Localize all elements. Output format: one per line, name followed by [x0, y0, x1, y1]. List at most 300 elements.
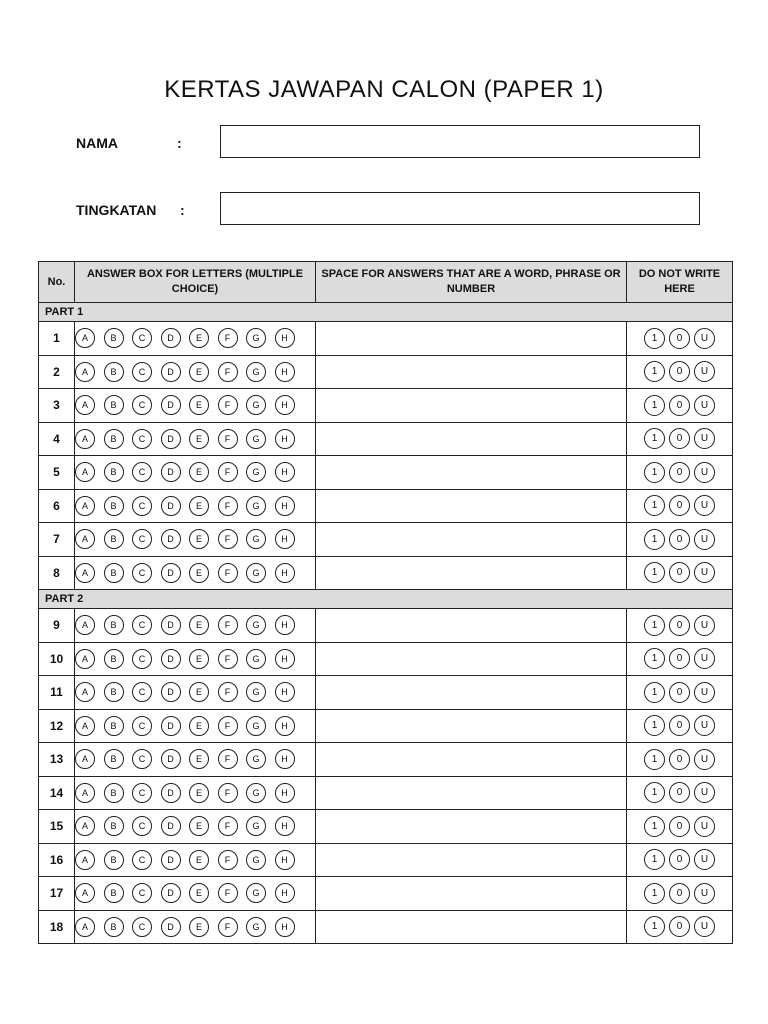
header-answer-box: ANSWER BOX FOR LETTERS (MULTIPLE CHOICE)	[75, 262, 316, 303]
choice-bubble[interactable]: E	[189, 649, 209, 669]
choice-bubble[interactable]: D	[161, 462, 181, 482]
choice-bubble[interactable]: E	[189, 716, 209, 736]
header-no: No.	[39, 262, 75, 303]
choice-bubble[interactable]: H	[275, 816, 295, 836]
marking-bubbles	[627, 389, 733, 423]
choice-bubble[interactable]: G	[246, 682, 266, 702]
mark-bubble: U	[694, 715, 715, 736]
choice-bubble[interactable]: B	[104, 716, 124, 736]
choice-bubble[interactable]: B	[104, 462, 124, 482]
choice-bubble[interactable]: G	[246, 783, 266, 803]
mark-bubble: 1	[644, 529, 665, 550]
written-answer-cell[interactable]	[316, 322, 627, 356]
mark-bubble: 0	[669, 682, 690, 703]
choice-bubbles	[75, 642, 316, 676]
mark-bubble: 1	[644, 562, 665, 583]
table-row	[39, 389, 733, 423]
choice-bubble[interactable]: H	[275, 749, 295, 769]
mark-bubble: U	[694, 462, 715, 483]
choice-bubble[interactable]: C	[132, 563, 152, 583]
question-number: 6	[39, 489, 75, 523]
mark-bubble: 0	[669, 328, 690, 349]
choice-bubble[interactable]: D	[161, 362, 181, 382]
choice-bubble[interactable]: F	[218, 529, 238, 549]
choice-bubble[interactable]: D	[161, 749, 181, 769]
table-row	[39, 609, 733, 643]
written-answer-cell[interactable]	[316, 910, 627, 944]
choice-bubble[interactable]: E	[189, 749, 209, 769]
choice-bubble[interactable]: F	[218, 615, 238, 635]
mark-bubble: 0	[669, 395, 690, 416]
written-answer-cell[interactable]	[316, 456, 627, 490]
question-number: 2	[39, 355, 75, 389]
choice-bubble[interactable]: H	[275, 850, 295, 870]
table-row	[39, 877, 733, 911]
question-number: 10	[39, 642, 75, 676]
choice-bubble[interactable]: A	[75, 462, 95, 482]
choice-bubble[interactable]: G	[246, 395, 266, 415]
mark-bubble: U	[694, 529, 715, 550]
choice-bubble[interactable]: H	[275, 716, 295, 736]
choice-bubble[interactable]: A	[75, 362, 95, 382]
mark-bubble: U	[694, 615, 715, 636]
mark-bubble: U	[694, 395, 715, 416]
choice-bubble[interactable]: B	[104, 328, 124, 348]
mark-bubble: 1	[644, 715, 665, 736]
marking-bubbles	[627, 743, 733, 777]
choice-bubble[interactable]: B	[104, 917, 124, 937]
choice-bubble[interactable]: G	[246, 563, 266, 583]
marking-bubbles	[627, 523, 733, 557]
mark-bubble: 0	[669, 782, 690, 803]
choice-bubble[interactable]: E	[189, 883, 209, 903]
part-header-row	[39, 303, 733, 322]
mark-bubble: 0	[669, 428, 690, 449]
mark-bubble: 1	[644, 749, 665, 770]
choice-bubble[interactable]: A	[75, 529, 95, 549]
choice-bubble[interactable]: G	[246, 883, 266, 903]
question-number: 4	[39, 422, 75, 456]
part-label: PART 2	[39, 590, 733, 609]
written-answer-cell[interactable]	[316, 709, 627, 743]
marking-bubbles	[627, 877, 733, 911]
mark-bubble: 1	[644, 495, 665, 516]
choice-bubble[interactable]: B	[104, 529, 124, 549]
choice-bubble[interactable]: C	[132, 716, 152, 736]
choice-bubbles	[75, 389, 316, 423]
choice-bubble[interactable]: E	[189, 816, 209, 836]
choice-bubble[interactable]: C	[132, 850, 152, 870]
choice-bubble[interactable]: E	[189, 850, 209, 870]
choice-bubble[interactable]: H	[275, 883, 295, 903]
choice-bubble[interactable]: F	[218, 328, 238, 348]
choice-bubble[interactable]: G	[246, 462, 266, 482]
choice-bubble[interactable]: D	[161, 783, 181, 803]
choice-bubble[interactable]: D	[161, 395, 181, 415]
choice-bubble[interactable]: E	[189, 328, 209, 348]
choice-bubble[interactable]: G	[246, 749, 266, 769]
question-number: 14	[39, 776, 75, 810]
choice-bubbles	[75, 489, 316, 523]
choice-bubble[interactable]: H	[275, 429, 295, 449]
question-number: 1	[39, 322, 75, 356]
choice-bubble[interactable]: F	[218, 462, 238, 482]
mark-bubble: U	[694, 562, 715, 583]
choice-bubble[interactable]: E	[189, 783, 209, 803]
choice-bubble[interactable]: A	[75, 649, 95, 669]
mark-bubble: 1	[644, 849, 665, 870]
choice-bubble[interactable]: E	[189, 615, 209, 635]
choice-bubble[interactable]: G	[246, 917, 266, 937]
mark-bubble: 0	[669, 462, 690, 483]
table-row	[39, 776, 733, 810]
choice-bubble[interactable]: A	[75, 496, 95, 516]
marking-bubbles	[627, 355, 733, 389]
marking-bubbles	[627, 810, 733, 844]
table-row	[39, 642, 733, 676]
choice-bubble[interactable]: D	[161, 816, 181, 836]
choice-bubble[interactable]: E	[189, 529, 209, 549]
nama-colon: :	[177, 135, 182, 151]
choice-bubble[interactable]: A	[75, 615, 95, 635]
mark-bubble: U	[694, 782, 715, 803]
mark-bubble: 0	[669, 615, 690, 636]
choice-bubble[interactable]: C	[132, 615, 152, 635]
choice-bubble[interactable]: D	[161, 649, 181, 669]
mark-bubble: 0	[669, 816, 690, 837]
written-answer-cell[interactable]	[316, 776, 627, 810]
mark-bubble: 1	[644, 615, 665, 636]
table-row	[39, 709, 733, 743]
choice-bubble[interactable]: H	[275, 649, 295, 669]
header-do-not-write: DO NOT WRITE HERE	[627, 262, 733, 303]
question-number: 7	[39, 523, 75, 557]
choice-bubble[interactable]: C	[132, 749, 152, 769]
choice-bubble[interactable]: C	[132, 682, 152, 702]
choice-bubble[interactable]: G	[246, 615, 266, 635]
table-row	[39, 743, 733, 777]
choice-bubble[interactable]: D	[161, 883, 181, 903]
written-answer-cell[interactable]	[316, 676, 627, 710]
choice-bubble[interactable]: C	[132, 496, 152, 516]
choice-bubble[interactable]: B	[104, 783, 124, 803]
marking-bubbles	[627, 609, 733, 643]
mark-bubble: 0	[669, 883, 690, 904]
written-answer-cell[interactable]	[316, 556, 627, 590]
choice-bubble[interactable]: F	[218, 783, 238, 803]
choice-bubble[interactable]: B	[104, 883, 124, 903]
choice-bubbles	[75, 609, 316, 643]
choice-bubble[interactable]: B	[104, 816, 124, 836]
choice-bubble[interactable]: E	[189, 496, 209, 516]
choice-bubble[interactable]: D	[161, 682, 181, 702]
question-number: 9	[39, 609, 75, 643]
marking-bubbles	[627, 556, 733, 590]
choice-bubble[interactable]: F	[218, 395, 238, 415]
choice-bubble[interactable]: D	[161, 563, 181, 583]
choice-bubbles	[75, 422, 316, 456]
choice-bubble[interactable]: H	[275, 496, 295, 516]
choice-bubble[interactable]: A	[75, 917, 95, 937]
mark-bubble: U	[694, 682, 715, 703]
choice-bubble[interactable]: D	[161, 496, 181, 516]
choice-bubble[interactable]: D	[161, 850, 181, 870]
choice-bubbles	[75, 910, 316, 944]
answer-sheet-body	[39, 303, 733, 944]
mark-bubble: 1	[644, 883, 665, 904]
table-row	[39, 910, 733, 944]
choice-bubble[interactable]: H	[275, 682, 295, 702]
marking-bubbles	[627, 422, 733, 456]
mark-bubble: 1	[644, 462, 665, 483]
nama-input-box[interactable]	[220, 125, 700, 158]
choice-bubbles	[75, 743, 316, 777]
written-answer-cell[interactable]	[316, 642, 627, 676]
table-row	[39, 523, 733, 557]
choice-bubble[interactable]: D	[161, 615, 181, 635]
mark-bubble: 0	[669, 495, 690, 516]
choice-bubble[interactable]: H	[275, 783, 295, 803]
choice-bubbles	[75, 776, 316, 810]
choice-bubble[interactable]: G	[246, 496, 266, 516]
choice-bubble[interactable]: B	[104, 362, 124, 382]
written-answer-cell[interactable]	[316, 609, 627, 643]
choice-bubble[interactable]: E	[189, 462, 209, 482]
mark-bubble: 1	[644, 782, 665, 803]
choice-bubble[interactable]: A	[75, 682, 95, 702]
question-number: 11	[39, 676, 75, 710]
choice-bubble[interactable]: F	[218, 496, 238, 516]
choice-bubble[interactable]: D	[161, 529, 181, 549]
question-number: 12	[39, 709, 75, 743]
question-number: 18	[39, 910, 75, 944]
question-number: 16	[39, 843, 75, 877]
choice-bubble[interactable]: C	[132, 395, 152, 415]
choice-bubbles	[75, 676, 316, 710]
choice-bubble[interactable]: G	[246, 328, 266, 348]
header-space-for-answers: SPACE FOR ANSWERS THAT ARE A WORD, PHRASE OR NUMBER	[316, 262, 627, 303]
choice-bubble[interactable]: A	[75, 783, 95, 803]
choice-bubble[interactable]: F	[218, 649, 238, 669]
choice-bubble[interactable]: A	[75, 395, 95, 415]
table-row	[39, 676, 733, 710]
choice-bubble[interactable]: G	[246, 529, 266, 549]
marking-bubbles	[627, 910, 733, 944]
mark-bubble: 0	[669, 849, 690, 870]
mark-bubble: U	[694, 495, 715, 516]
choice-bubble[interactable]: G	[246, 816, 266, 836]
choice-bubbles	[75, 355, 316, 389]
choice-bubble[interactable]: E	[189, 917, 209, 937]
choice-bubble[interactable]: C	[132, 816, 152, 836]
table-header-row	[39, 262, 733, 303]
table-row	[39, 456, 733, 490]
question-number: 17	[39, 877, 75, 911]
choice-bubble[interactable]: F	[218, 917, 238, 937]
mark-bubble: 0	[669, 562, 690, 583]
choice-bubble[interactable]: C	[132, 783, 152, 803]
written-answer-cell[interactable]	[316, 489, 627, 523]
choice-bubble[interactable]: E	[189, 429, 209, 449]
answer-sheet-table	[38, 261, 733, 944]
written-answer-cell[interactable]	[316, 389, 627, 423]
nama-label: NAMA	[76, 135, 118, 151]
mark-bubble: 1	[644, 428, 665, 449]
written-answer-cell[interactable]	[316, 355, 627, 389]
part-label: PART 1	[39, 303, 733, 322]
choice-bubble[interactable]: D	[161, 429, 181, 449]
choice-bubble[interactable]: F	[218, 816, 238, 836]
choice-bubble[interactable]: C	[132, 328, 152, 348]
mark-bubble: 1	[644, 328, 665, 349]
tingkatan-input-box[interactable]	[220, 192, 700, 225]
choice-bubble[interactable]: A	[75, 749, 95, 769]
choice-bubble[interactable]: H	[275, 529, 295, 549]
choice-bubble[interactable]: H	[275, 462, 295, 482]
choice-bubble[interactable]: D	[161, 917, 181, 937]
mark-bubble: 0	[669, 529, 690, 550]
question-number: 13	[39, 743, 75, 777]
choice-bubbles	[75, 456, 316, 490]
choice-bubble[interactable]: F	[218, 682, 238, 702]
marking-bubbles	[627, 642, 733, 676]
choice-bubble[interactable]: A	[75, 850, 95, 870]
written-answer-cell[interactable]	[316, 877, 627, 911]
choice-bubble[interactable]: G	[246, 362, 266, 382]
mark-bubble: 0	[669, 749, 690, 770]
choice-bubble[interactable]: D	[161, 328, 181, 348]
choice-bubble[interactable]: C	[132, 362, 152, 382]
mark-bubble: U	[694, 428, 715, 449]
choice-bubble[interactable]: A	[75, 883, 95, 903]
choice-bubble[interactable]: A	[75, 716, 95, 736]
choice-bubbles	[75, 709, 316, 743]
choice-bubble[interactable]: B	[104, 615, 124, 635]
marking-bubbles	[627, 676, 733, 710]
written-answer-cell[interactable]	[316, 743, 627, 777]
mark-bubble: 0	[669, 715, 690, 736]
choice-bubble[interactable]: G	[246, 850, 266, 870]
choice-bubbles	[75, 322, 316, 356]
choice-bubble[interactable]: H	[275, 395, 295, 415]
choice-bubble[interactable]: B	[104, 395, 124, 415]
mark-bubble: U	[694, 816, 715, 837]
choice-bubble[interactable]: B	[104, 563, 124, 583]
choice-bubble[interactable]: H	[275, 917, 295, 937]
choice-bubble[interactable]: B	[104, 682, 124, 702]
choice-bubbles	[75, 523, 316, 557]
table-row	[39, 843, 733, 877]
choice-bubble[interactable]: F	[218, 850, 238, 870]
choice-bubble[interactable]: B	[104, 850, 124, 870]
choice-bubble[interactable]: E	[189, 682, 209, 702]
choice-bubble[interactable]: A	[75, 563, 95, 583]
mark-bubble: U	[694, 648, 715, 669]
written-answer-cell[interactable]	[316, 422, 627, 456]
table-row	[39, 322, 733, 356]
choice-bubble[interactable]: C	[132, 883, 152, 903]
choice-bubble[interactable]: F	[218, 749, 238, 769]
table-row	[39, 556, 733, 590]
table-row	[39, 355, 733, 389]
choice-bubble[interactable]: G	[246, 649, 266, 669]
choice-bubble[interactable]: A	[75, 816, 95, 836]
written-answer-cell[interactable]	[316, 523, 627, 557]
choice-bubble[interactable]: F	[218, 563, 238, 583]
question-number: 5	[39, 456, 75, 490]
marking-bubbles	[627, 843, 733, 877]
mark-bubble: U	[694, 361, 715, 382]
choice-bubble[interactable]: H	[275, 615, 295, 635]
table-row	[39, 810, 733, 844]
choice-bubble[interactable]: C	[132, 462, 152, 482]
written-answer-cell[interactable]	[316, 843, 627, 877]
table-row	[39, 489, 733, 523]
mark-bubble: 0	[669, 648, 690, 669]
choice-bubble[interactable]: C	[132, 917, 152, 937]
question-number: 3	[39, 389, 75, 423]
choice-bubble[interactable]: A	[75, 429, 95, 449]
marking-bubbles	[627, 322, 733, 356]
mark-bubble: 1	[644, 395, 665, 416]
choice-bubble[interactable]: B	[104, 649, 124, 669]
choice-bubbles	[75, 843, 316, 877]
mark-bubble: 0	[669, 361, 690, 382]
choice-bubble[interactable]: F	[218, 716, 238, 736]
choice-bubble[interactable]: H	[275, 362, 295, 382]
marking-bubbles	[627, 776, 733, 810]
choice-bubble[interactable]: B	[104, 749, 124, 769]
choice-bubbles	[75, 556, 316, 590]
choice-bubble[interactable]: B	[104, 496, 124, 516]
choice-bubble[interactable]: E	[189, 395, 209, 415]
choice-bubble[interactable]: F	[218, 362, 238, 382]
mark-bubble: U	[694, 328, 715, 349]
written-answer-cell[interactable]	[316, 810, 627, 844]
choice-bubble[interactable]: D	[161, 716, 181, 736]
marking-bubbles	[627, 456, 733, 490]
choice-bubble[interactable]: C	[132, 429, 152, 449]
choice-bubble[interactable]: E	[189, 563, 209, 583]
tingkatan-label: TINGKATAN	[76, 202, 157, 218]
choice-bubble[interactable]: H	[275, 328, 295, 348]
mark-bubble: U	[694, 883, 715, 904]
mark-bubble: U	[694, 916, 715, 937]
choice-bubble[interactable]: B	[104, 429, 124, 449]
choice-bubble[interactable]: G	[246, 716, 266, 736]
marking-bubbles	[627, 489, 733, 523]
choice-bubble[interactable]: C	[132, 529, 152, 549]
table-row	[39, 422, 733, 456]
mark-bubble: U	[694, 749, 715, 770]
choice-bubble[interactable]: E	[189, 362, 209, 382]
choice-bubble[interactable]: F	[218, 883, 238, 903]
question-number: 8	[39, 556, 75, 590]
choice-bubble[interactable]: A	[75, 328, 95, 348]
choice-bubble[interactable]: F	[218, 429, 238, 449]
choice-bubbles	[75, 877, 316, 911]
mark-bubble: U	[694, 849, 715, 870]
marking-bubbles	[627, 709, 733, 743]
page-title: KERTAS JAWAPAN CALON (PAPER 1)	[164, 76, 604, 103]
question-number: 15	[39, 810, 75, 844]
mark-bubble: 1	[644, 361, 665, 382]
choice-bubble[interactable]: H	[275, 563, 295, 583]
choice-bubble[interactable]: G	[246, 429, 266, 449]
mark-bubble: 0	[669, 916, 690, 937]
mark-bubble: 1	[644, 816, 665, 837]
choice-bubble[interactable]: C	[132, 649, 152, 669]
